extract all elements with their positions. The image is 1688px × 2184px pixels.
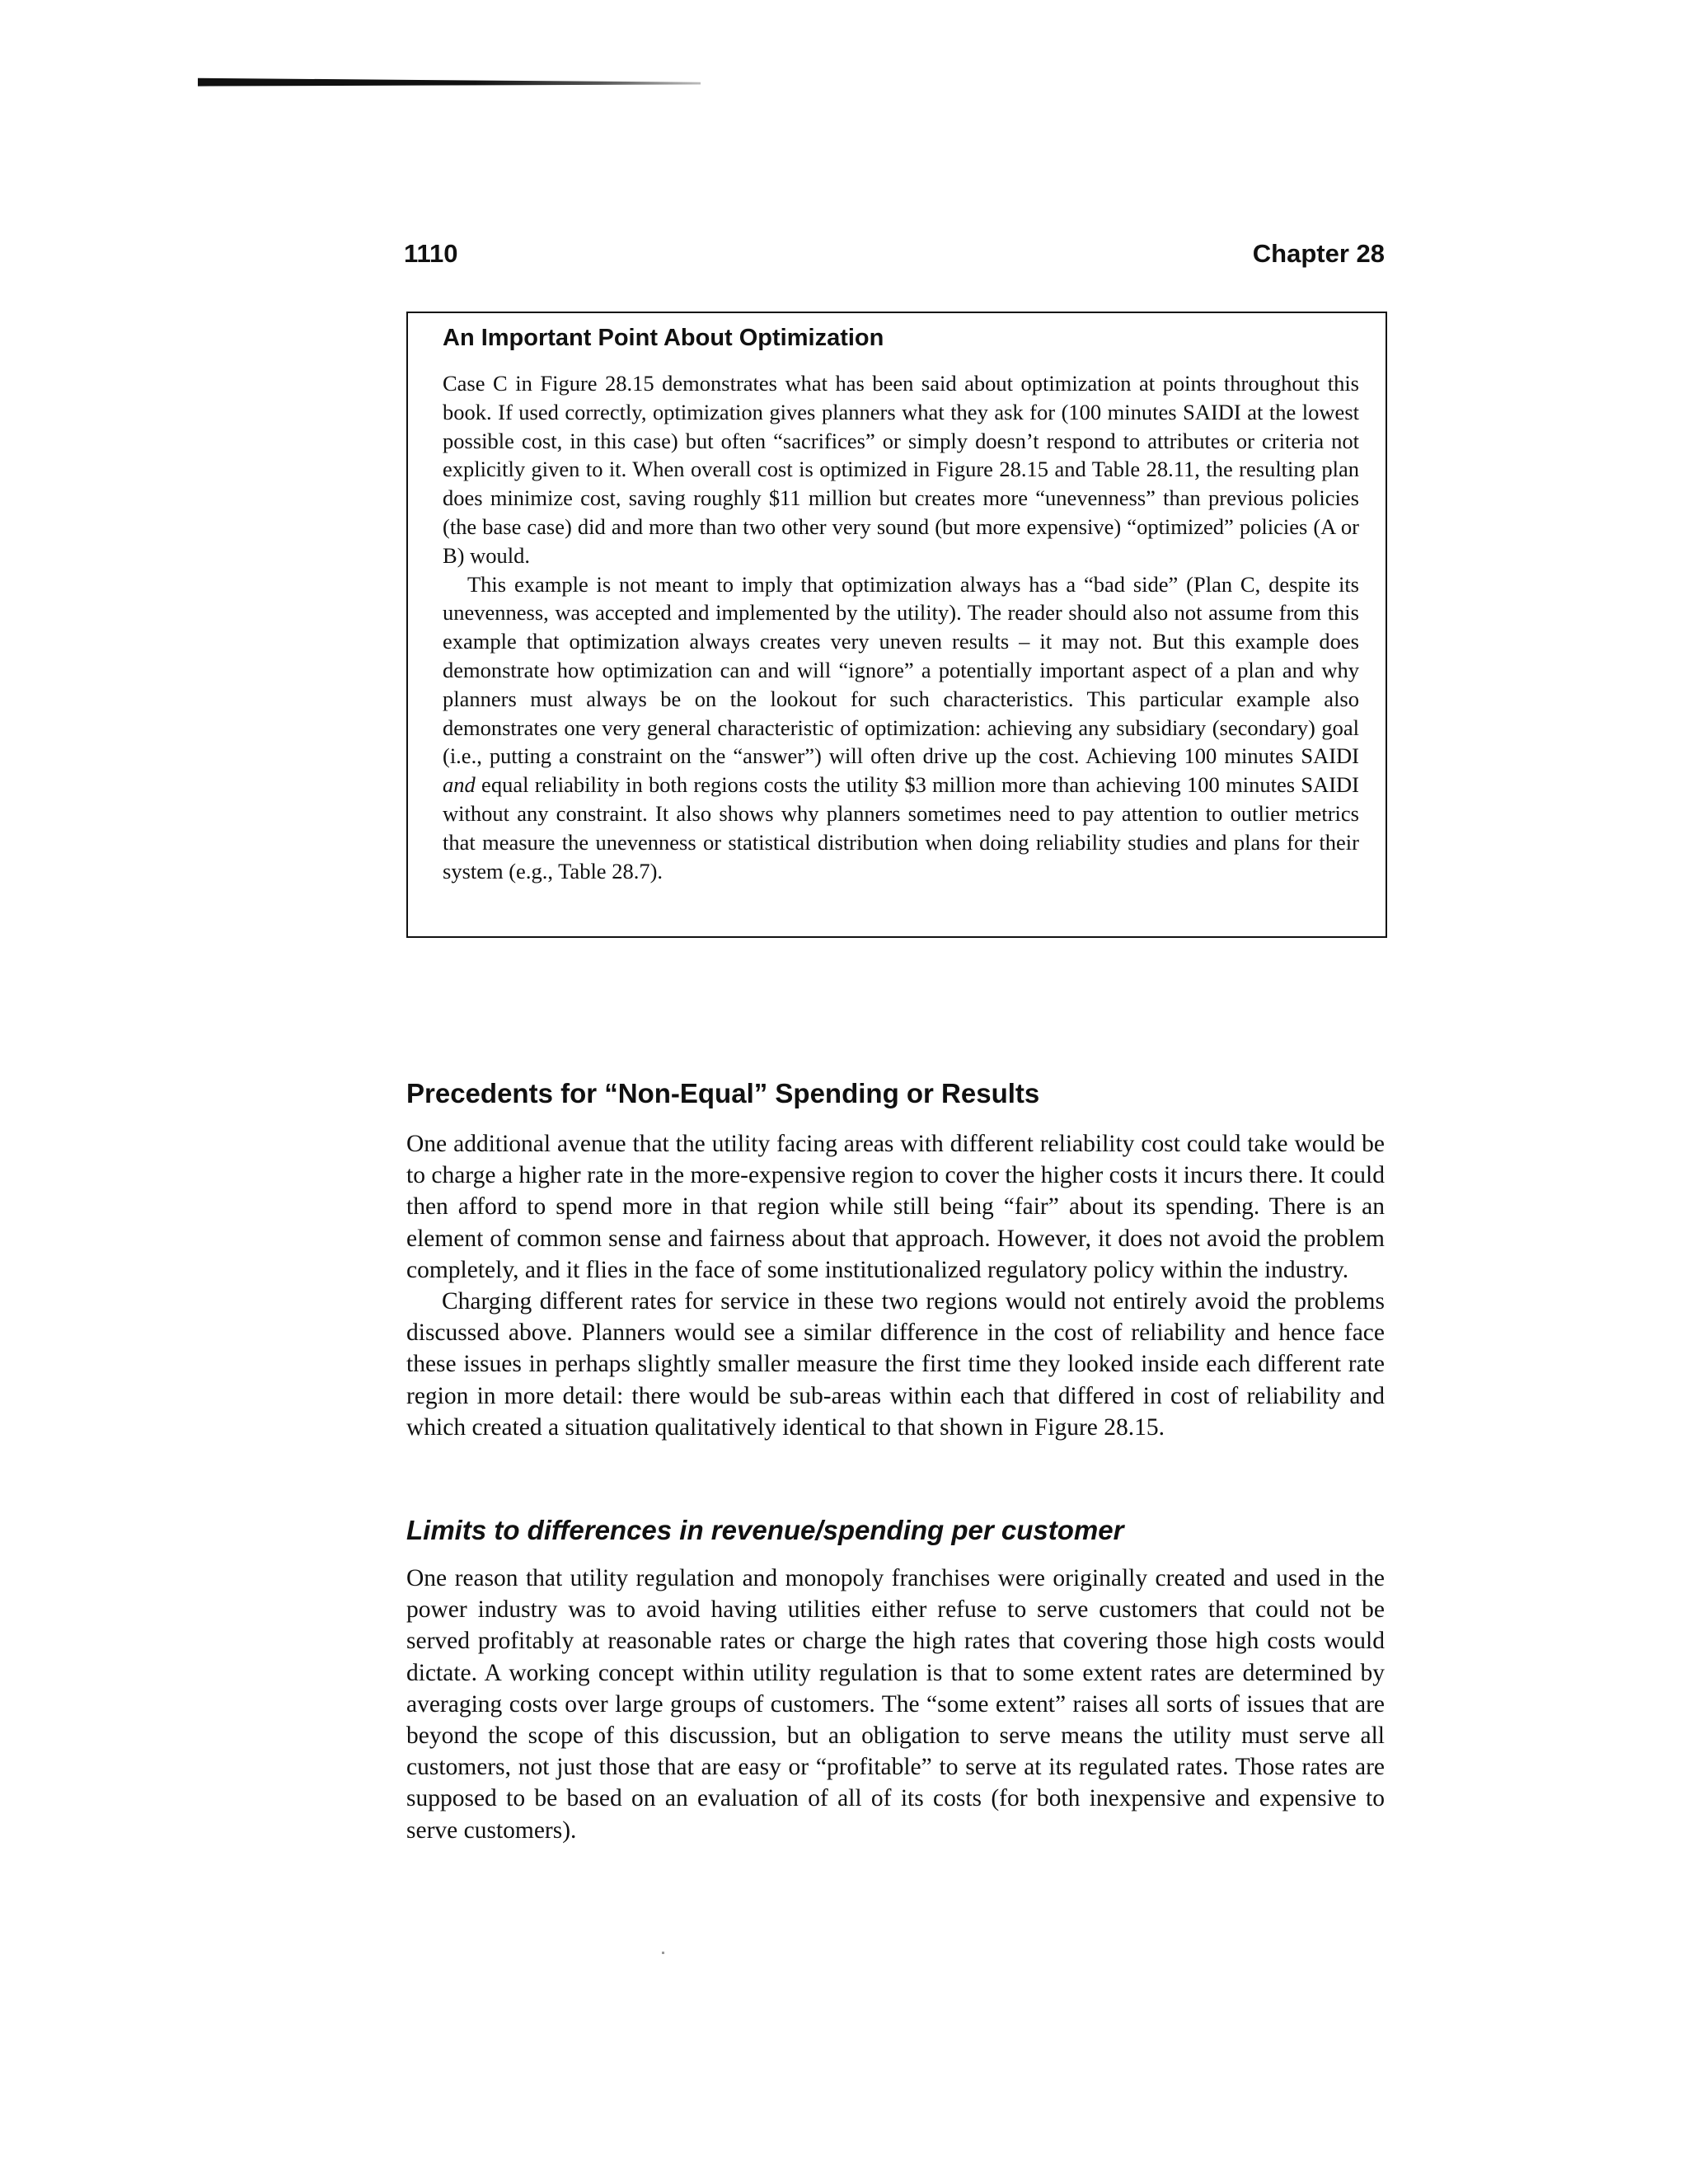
section-heading: Precedents for “Non-Equal” Spending or Results [406, 1078, 1040, 1108]
box-title: An Important Point About Optimization [443, 325, 884, 351]
page-number: 1110 [404, 239, 458, 268]
subsection-body [406, 1563, 1385, 1846]
scan-rule-artifact [198, 76, 701, 87]
chapter-label: Chapter 28 [1252, 239, 1385, 268]
scan-speck-artifact [662, 1952, 664, 1954]
box-paragraph-2-emphasis: and [443, 772, 476, 798]
box-paragraph-2-part-1: This example is not meant to imply that optimization always has a “bad side” (Plan C, despite its unevenness, was accepted and implemented by the utility). The reader should also not assume from this example that optimization always creates very uneven results – it may not. But this example does demonstrate how optimization can and will “ignore” a potentially important aspect of a plan and why planners must always be on the lookout for such characteristics. This particular example also demonstrates one very general characteristic of optimization: achieving any subsidiary (secondary) goal (i.e., putting a constraint on the “answer”) will often drive up the cost. Achieving 100 minutes SAIDI [443, 571, 1359, 769]
sidebar-box [406, 312, 1387, 938]
section-paragraph-1: One additional avenue that the utility facing areas with different reliability cost could take would be to charge a higher rate in the more-expensive region to cover the higher costs it incurs there. It could then afford to spend more in that region while still being “fair” about its spending. There is an element of common sense and fairness about that approach. However, it does not avoid the problem completely, and it flies in the face of some institutionalized regulatory policy within the industry. [406, 1131, 1385, 1283]
running-head [404, 239, 1385, 272]
box-paragraph-2 [443, 570, 1359, 886]
section-paragraph-2: Charging different rates for service in these two regions would not entirely avoid the problems discussed above. Planners would see a similar difference in the cost of reliability and hence face these issues in perhaps slightly smaller measure the first time they looked inside each different rate region in more detail: there would be sub-areas within each that differed in cost of reliability and which created a situation qualitatively identical to that shown in Figure 28.15. [406, 1288, 1385, 1441]
subsection-paragraph-1: One reason that utility regulation and monopoly franchises were originally created and used in the power industry was to avoid having utilities either refuse to serve customers that could not be served profitably at reasonable rates or charge the high rates that covering those high costs would dictate. A working concept within utility regulation is that to some extent rates are determined by averaging costs over large groups of customers. The “some extent” raises all sorts of issues that are beyond the scope of this discussion, but an obligation to serve means the utility must serve all customers, not just those that are easy or “profitable” to serve at its regulated rates. Those rates are supposed to be based on an evaluation of all of its costs (for both inexpensive and expensive to serve customers). [406, 1565, 1385, 1844]
box-body [443, 369, 1359, 885]
box-paragraph-1: Case C in Figure 28.15 demonstrates what has been said about optimization at points throughout this book. If used correctly, optimization gives planners what they ask for (100 minutes SAIDI at the lowest possible cost, in this case) but often “sacrifices” or simply doesn’t respond to attributes or criteria not explicitly given to it. When overall cost is optimized in Figure 28.15 and Table 28.11, the resulting plan does minimize cost, saving roughly $11 million but creates more “unevenness” than previous policies (the base case) did and more than two other very sound (but more expensive) “optimized” policies (A or B) would. [443, 371, 1359, 568]
subsection-heading: Limits to differences in revenue/spending per customer [406, 1515, 1124, 1545]
section-body [406, 1128, 1385, 1443]
box-paragraph-2-part-2: equal reliability in both regions costs the utility $3 million more than achieving 100 minutes SAIDI without any constraint. It also shows why planners sometimes need to pay attention to outlier metrics that measure the unevenness or statistical distribution when doing reliability studies and plans for their system (e.g., Table 28.7). [443, 772, 1359, 883]
